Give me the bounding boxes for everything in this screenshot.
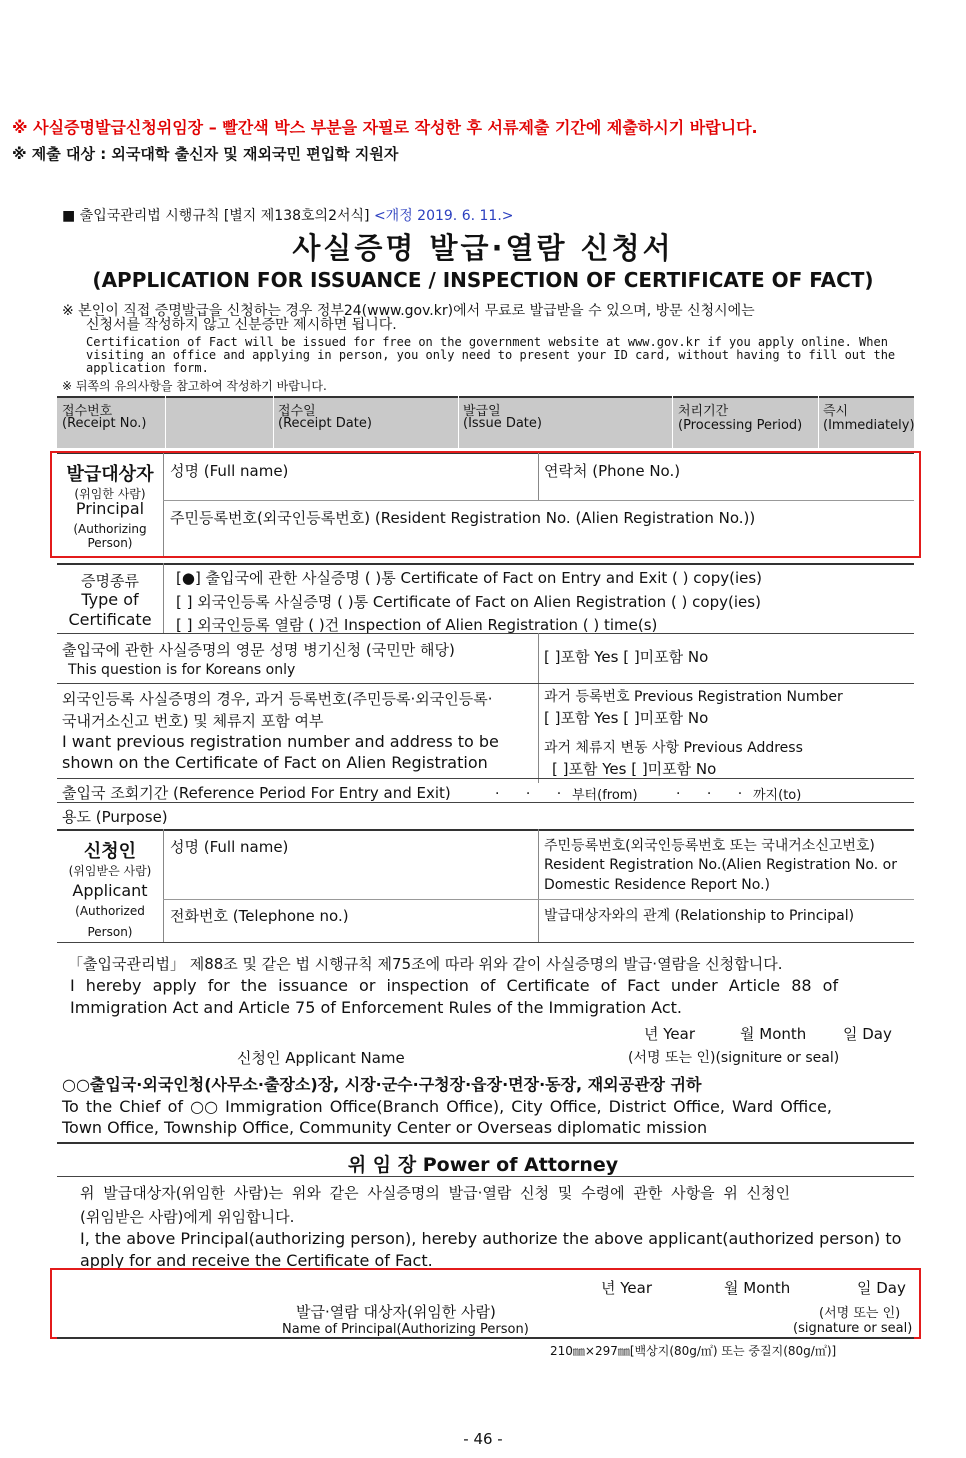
applicant-relation-field[interactable]: 발급대상자와의 관계 (Relationship to Principal) <box>544 908 855 924</box>
purpose-field[interactable]: 용도 (Purpose) <box>62 808 168 826</box>
prev-address-options[interactable]: [ ]포함 Yes [ ]미포함 No <box>552 760 717 778</box>
applicant-label-sub-ko: (위임받은 사람) <box>68 864 152 878</box>
applicant-label-en: Applicant <box>72 881 148 900</box>
intro-ko-1: ※ 본인이 직접 증명발급을 신청하는 경우 정부24(www.gov.kr)에서 무료로 발급받을 수 있으며, 방문 신청시에는 <box>62 303 755 319</box>
declaration-month[interactable]: 월 Month <box>740 1025 807 1043</box>
declaration-ko: 「출입국관리법」 제88조 및 같은 법 시행규칙 제75조에 따라 위와 같이 사실증명의 발급·열람을 신청합니다. <box>68 955 783 973</box>
receipt-no-label-en: (Receipt No.) <box>62 416 147 431</box>
immediate-label-en: (Immediately) <box>823 418 915 433</box>
poa-day[interactable]: 일 Day <box>857 1279 906 1297</box>
applicant-label-ko: 신청인 <box>83 841 137 862</box>
intro-en-3: application form. <box>86 361 209 375</box>
applicant-name-sign-label: 신청인 Applicant Name <box>237 1049 405 1067</box>
declaration-en-1: I hereby apply for the issuance or inspection of Certificate of Fact under Article 88 of <box>70 976 839 995</box>
prev-reg-question-ko-2: 국내거소신고 번호) 및 체류지 포함 여부 <box>62 712 324 730</box>
period-to-label: 까지(to) <box>753 788 802 803</box>
intro-en-1: Certification of Fact will be issued for free on the government website at www.gov.kr if you apply online. When <box>86 335 888 349</box>
english-name-question: 출입국에 관한 사실증명의 영문 성명 병기신청 (국민만 해당) <box>62 641 455 659</box>
poa-signature-ko[interactable]: (서명 또는 인) <box>819 1306 901 1321</box>
poa-signature-en[interactable]: (signature or seal) <box>793 1321 913 1336</box>
form-note: ※ 뒤쪽의 유의사항을 참고하여 작성하기 바랍니다. <box>62 379 327 393</box>
poa-year[interactable]: 년 Year <box>601 1279 653 1297</box>
period-from-label: 부터(from) <box>572 788 638 803</box>
form-title-en: (APPLICATION FOR ISSUANCE / INSPECTION OF CERTIFICATE OF FACT) <box>92 268 874 292</box>
prev-reg-question-en-2: shown on the Certificate of Fact on Alien Registration <box>62 753 488 772</box>
poa-text-ko-2: (위임받은 사람)에게 위임합니다. <box>80 1208 295 1226</box>
prev-reg-number-options[interactable]: [ ]포함 Yes [ ]미포함 No <box>544 709 709 727</box>
poa-principal-name-ko: 발급·열람 대상자(위임한 사람) <box>296 1303 496 1321</box>
receipt-no-label: 접수번호 <box>62 404 113 419</box>
prev-reg-question-en-1: I want previous registration number and address to be <box>62 732 499 751</box>
prev-address-title: 과거 체류지 변동 사항 Previous Address <box>544 740 803 756</box>
processing-period-label: 처리기간 <box>678 404 729 419</box>
poa-text-en-1: I, the above Principal(authorizing person), hereby authorize the above applicant(authorized person) to <box>80 1229 902 1248</box>
prev-reg-number-title: 과거 등록번호 Previous Registration Number <box>544 689 843 705</box>
applicant-rrn-label-1: 주민등록번호(외국인등록번호 또는 국내거소신고번호) <box>544 838 875 854</box>
applicant-phone-field[interactable]: 전화번호 (Telephone no.) <box>170 907 349 925</box>
applicant-signature[interactable]: (서명 또는 인)(signiture or seal) <box>628 1050 840 1066</box>
principal-name-field[interactable]: 성명 (Full name) <box>170 462 289 480</box>
recipient-en-1: To the Chief of ○○ Immigration Office(Branch Office), City Office, District Office, Ward Office, <box>62 1097 832 1116</box>
cert-option-inspection[interactable]: [ ] 외국인등록 열람 ( )건 Inspection of Alien Registration ( ) time(s) <box>176 616 658 634</box>
applicant-rrn-label-2: Resident Registration No.(Alien Registration No. or <box>544 857 897 873</box>
form-ref-text: ■ 출입국관리법 시행규칙 [별지 제138호의2서식] <box>62 208 370 224</box>
notice-line-1: ※ 사실증명발급신청위임장 – 빨간색 박스 부분을 자필로 작성한 후 서류제출 기간에 제출하시기 바랍니다. <box>12 118 758 137</box>
form-reference <box>62 205 514 225</box>
receipt-date-label-en: (Receipt Date) <box>278 416 372 431</box>
poa-text-en-2: apply for and receive the Certificate of Fact. <box>80 1251 433 1270</box>
applicant-rrn-label-3: Domestic Residence Report No.) <box>544 877 771 893</box>
principal-rrn-field[interactable]: 주민등록번호(외국인등록번호) (Resident Registration No. (Alien Registration No.)) <box>170 509 756 527</box>
poa-month[interactable]: 월 Month <box>724 1279 791 1297</box>
cert-option-alien-registration[interactable]: [ ] 외국인등록 사실증명 ( )통 Certificate of Fact on Alien Registration ( ) copy(ies) <box>176 593 761 611</box>
intro-en-2: visiting an office and applying in person, you only need to present your ID card, without having to fill out the <box>86 348 896 362</box>
receipt-date-label: 접수일 <box>278 404 316 419</box>
principal-label-sub-ko: (위임한 사람) <box>74 487 146 501</box>
english-name-options[interactable]: [ ]포함 Yes [ ]미포함 No <box>544 648 709 666</box>
revision-date: <개정 2019. 6. 11.> <box>373 208 514 224</box>
poa-title: 위 임 장 Power of Attorney <box>347 1154 619 1176</box>
declaration-year[interactable]: 년 Year <box>644 1025 696 1043</box>
principal-phone-field[interactable]: 연락처 (Phone No.) <box>544 462 681 480</box>
principal-label-sub-en-1: (Authorizing <box>73 522 147 536</box>
principal-label-ko: 발급대상자 <box>66 464 154 485</box>
page-number: - 46 - <box>463 1430 503 1448</box>
notice-line-2: ※ 제출 대상 : 외국대학 출신자 및 재외국민 편입학 지원자 <box>12 145 399 163</box>
immediate-label: 즉시 <box>823 404 849 419</box>
cert-type-label-en-2: Certificate <box>68 610 152 629</box>
reference-period-label: 출입국 조회기간 (Reference Period For Entry and Exit) <box>62 784 451 802</box>
english-name-note: This question is for Koreans only <box>68 662 296 678</box>
principal-label-en: Principal <box>75 499 145 518</box>
principal-label-sub-en-2: Person) <box>87 536 133 550</box>
processing-period-label-en: (Processing Period) <box>678 418 803 433</box>
intro-ko-2: 신청서를 작성하지 않고 신분증만 제시하면 됩니다. <box>86 317 397 333</box>
applicant-label-sub-en-1: (Authorized <box>75 904 145 918</box>
cert-type-label-en-1: Type of <box>81 590 139 609</box>
declaration-day[interactable]: 일 Day <box>843 1025 892 1043</box>
issue-date-label-en: (Issue Date) <box>463 416 542 431</box>
applicant-label-sub-en-2: Person) <box>87 925 133 939</box>
recipient-ko: ○○출입국·외국인청(사무소·출장소)장, 시장·군수·구청장·읍장·면장·동장, 재외공관장 귀하 <box>62 1075 702 1094</box>
cert-type-label-ko: 증명종류 <box>81 572 139 590</box>
poa-text-ko-1: 위 발급대상자(위임한 사람)는 위와 같은 사실증명의 발급·열람 신청 및 수령에 관한 사항을 위 신청인 <box>80 1184 791 1202</box>
period-to-date[interactable]: . . . <box>676 782 743 798</box>
poa-principal-name-en: Name of Principal(Authorizing Person) <box>282 1322 529 1337</box>
form-title-ko: 사실증명 발급·열람 신청서 <box>292 231 674 265</box>
period-from-date[interactable]: . . . <box>495 782 562 798</box>
declaration-en-2: Immigration Act and Article 75 of Enforcement Rules of the Immigration Act. <box>70 998 682 1017</box>
issue-date-label: 발급일 <box>463 404 501 419</box>
cert-option-entry-exit[interactable]: [●] 출입국에 관한 사실증명 ( )통 Certificate of Fact on Entry and Exit ( ) copy(ies) <box>176 569 763 587</box>
paper-spec: 210㎜×297㎜[백상지(80g/㎡) 또는 중질지(80g/㎡)] <box>550 1344 837 1358</box>
recipient-en-2: Town Office, Township Office, Community Center or Overseas diplomatic mission <box>62 1118 708 1137</box>
principal-red-box <box>50 451 921 558</box>
prev-reg-question-ko-1: 외국인등록 사실증명의 경우, 과거 등록번호(주민등록·외국인등록· <box>62 690 493 708</box>
applicant-name-field[interactable]: 성명 (Full name) <box>170 838 289 856</box>
